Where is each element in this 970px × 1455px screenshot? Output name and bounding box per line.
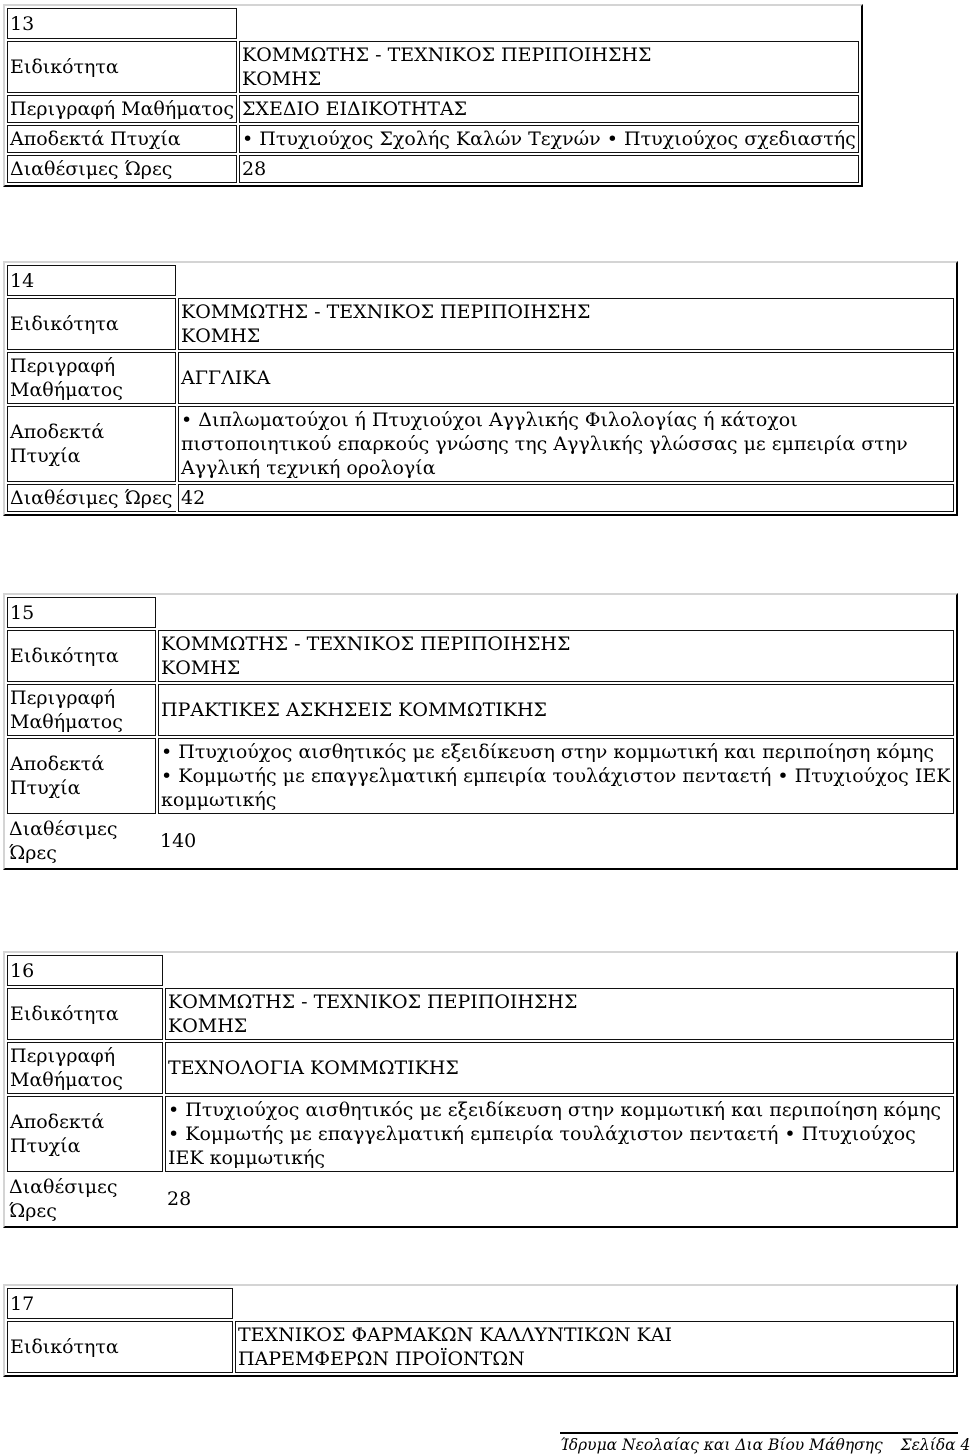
entry-17 — [3, 1284, 958, 1377]
entry-number: 15 — [7, 597, 156, 628]
entry-14 — [3, 261, 958, 516]
footer-organization: Ίδρυμα Νεολαίας και Δια Βίου Μάθησης — [560, 1436, 883, 1454]
specialty-label: Ειδικότητα — [7, 1321, 233, 1373]
degrees-label: Αποδεκτά Πτυχία — [7, 406, 176, 482]
specialty-value: ΚΟΜΜΩΤΗΣ - ΤΕΧΝΙΚΟΣ ΠΕΡΙΠΟΙΗΣΗΣ ΚΟΜΗΣ — [239, 41, 859, 93]
degrees-label: Αποδεκτά Πτυχία — [7, 738, 156, 814]
degrees-value: • Πτυχιούχος αισθητικός με εξειδίκευση στην κομμωτική και περιποίηση κόμης • Κομμωτής με επαγγελματική εμπειρία τουλάχιστον πενταετή • Πτυχιούχος ΙΕΚ κομμωτικής — [158, 738, 954, 814]
specialty-label: Ειδικότητα — [7, 630, 156, 682]
specialty-label: Ειδικότητα — [7, 41, 237, 93]
course-label: Περιγραφή Μαθήματος — [7, 95, 237, 123]
hours-value: 28 — [167, 1188, 192, 1210]
entry-number: 14 — [7, 265, 176, 296]
specialty-label: Ειδικότητα — [7, 988, 163, 1040]
entry-15 — [3, 593, 958, 870]
hours-value: 42 — [178, 484, 954, 512]
degrees-value: • Πτυχιούχος Σχολής Καλών Τεχνών • Πτυχιούχος σχεδιαστής — [239, 125, 859, 153]
page-footer — [560, 1432, 970, 1455]
entry-number: 13 — [7, 8, 237, 39]
course-value: ΠΡΑΚΤΙΚΕΣ ΑΣΚΗΣΕΙΣ ΚΟΜΜΩΤΙΚΗΣ — [158, 684, 954, 736]
specialty-value: ΤΕΧΝΙΚΟΣ ΦΑΡΜΑΚΩΝ ΚΑΛΛΥΝΤΙΚΩΝ ΚΑΙ ΠΑΡΕΜΦΕΡΩΝ ΠΡΟΪΟΝΤΩΝ — [235, 1321, 954, 1373]
hours-label: Διαθέσιμες Ώρες — [9, 818, 118, 864]
entry-number: 17 — [7, 1288, 233, 1319]
specialty-value: ΚΟΜΜΩΤΗΣ - ΤΕΧΝΙΚΟΣ ΠΕΡΙΠΟΙΗΣΗΣ ΚΟΜΗΣ — [178, 298, 954, 350]
course-value: ΣΧΕΔΙΟ ΕΙΔΙΚΟΤΗΤΑΣ — [239, 95, 859, 123]
degrees-value: • Διπλωματούχοι ή Πτυχιούχοι Αγγλικής Φιλολογίας ή κάτοχοι πιστοποιητικού επαρκούς γνώσης της Αγγλικής γλώσσας με εμπειρία στην Αγγλική τεχνική ορολογία — [178, 406, 954, 482]
degrees-value: • Πτυχιούχος αισθητικός με εξειδίκευση στην κομμωτική και περιποίηση κόμης • Κομμωτής με επαγγελματική εμπειρία τουλάχιστον πενταετή • Πτυχιούχος ΙΕΚ κομμωτικής — [165, 1096, 954, 1172]
course-label: Περιγραφή Μαθήματος — [7, 684, 156, 736]
degrees-label: Αποδεκτά Πτυχία — [7, 125, 237, 153]
course-value: ΑΓΓΛΙΚΑ — [178, 352, 954, 404]
footer-page-number: Σελίδα 4 — [900, 1436, 970, 1454]
course-label: Περιγραφή Μαθήματος — [7, 1042, 163, 1094]
course-value: ΤΕΧΝΟΛΟΓΙΑ ΚΟΜΜΩΤΙΚΗΣ — [165, 1042, 954, 1094]
specialty-label: Ειδικότητα — [7, 298, 176, 350]
entry-number: 16 — [7, 955, 163, 986]
hours-value: 140 — [160, 830, 197, 852]
entry-13 — [3, 4, 863, 187]
specialty-value: ΚΟΜΜΩΤΗΣ - ΤΕΧΝΙΚΟΣ ΠΕΡΙΠΟΙΗΣΗΣ ΚΟΜΗΣ — [158, 630, 954, 682]
hours-label: Διαθέσιμες Ώρες — [7, 484, 176, 512]
course-label: Περιγραφή Μαθήματος — [7, 352, 176, 404]
specialty-value: ΚΟΜΜΩΤΗΣ - ΤΕΧΝΙΚΟΣ ΠΕΡΙΠΟΙΗΣΗΣ ΚΟΜΗΣ — [165, 988, 954, 1040]
hours-label: Διαθέσιμες Ώρες — [7, 155, 237, 183]
degrees-label: Αποδεκτά Πτυχία — [7, 1096, 163, 1172]
entry-16 — [3, 951, 958, 1228]
hours-label: Διαθέσιμες Ώρες — [9, 1176, 118, 1222]
hours-value: 28 — [239, 155, 859, 183]
